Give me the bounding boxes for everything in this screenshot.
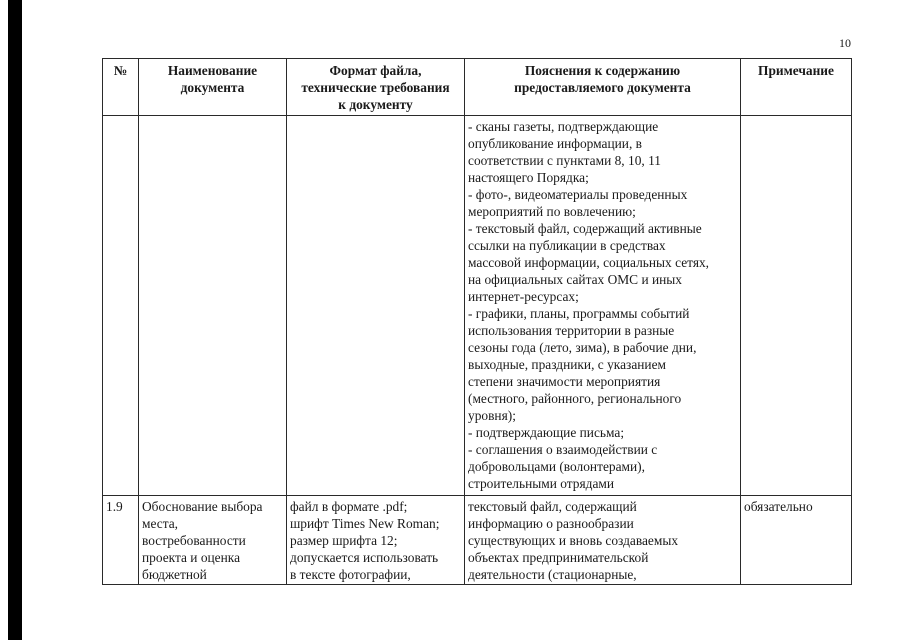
table-header-row (103, 59, 852, 116)
header-file-format: Формат файла, технические требования к документу (287, 59, 465, 116)
cell-explanation: текстовый файл, содержащий информацию о разнообразии существующих и вновь создаваемых объектах предпринимательской деятельности (стационарные, (465, 496, 741, 585)
header-document-name: Наименование документа (139, 59, 287, 116)
requirements-table (102, 58, 852, 585)
cell-note: обязательно (741, 496, 852, 585)
table-row-continuation (103, 116, 852, 496)
cell-format: файл в формате .pdf; шрифт Times New Roman; размер шрифта 12; допускается использовать в тексте фотографии, (287, 496, 465, 585)
cell-name (139, 116, 287, 496)
cell-explanation: - сканы газеты, подтверждающие опубликование информации, в соответствии с пунктами 8, 10, 11 настоящего Порядка; - фото-, видеоматериалы проведенных мероприятий по вовлечению; - текстовый файл, содержащий активные ссылки на публикации в средствах массовой информации, социальных сетях, на официальных сайтах ОМС и иных интернет-ресурсах; - графики, планы, программы событий использования территории в разные сезоны года (лето, зима), в рабочие дни, выходные, праздники, с указанием степени значимости мероприятия (местного, районного, регионального уровня); - подтверждающие письма; - соглашения о взаимодействии с добровольцами (волонтерами), строительными отрядами (465, 116, 741, 496)
header-explanation: Пояснения к содержанию предоставляемого документа (465, 59, 741, 116)
cell-number: 1.9 (103, 496, 139, 585)
header-note: Примечание (741, 59, 852, 116)
scan-edge-bar (8, 0, 22, 640)
cell-format (287, 116, 465, 496)
cell-note (741, 116, 852, 496)
header-number: № (103, 59, 139, 116)
table-row-1-9 (103, 496, 852, 585)
page-number: 10 (839, 36, 851, 50)
cell-number (103, 116, 139, 496)
cell-name: Обоснование выбора места, востребованности проекта и оценка бюджетной (139, 496, 287, 585)
